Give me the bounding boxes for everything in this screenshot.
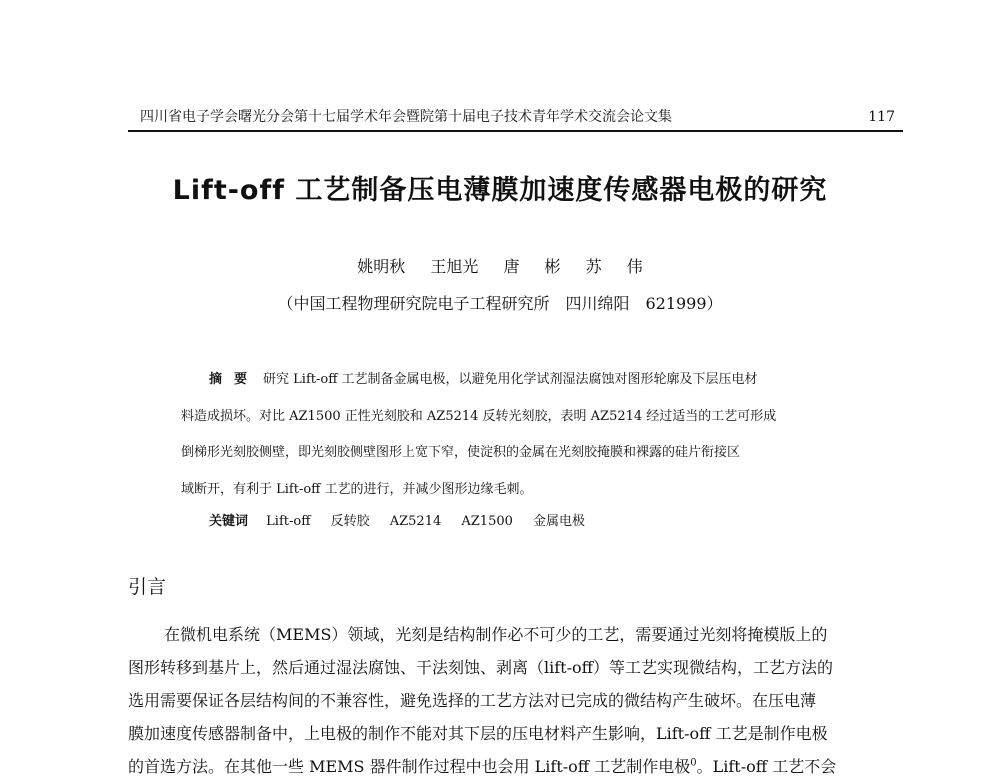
paragraph-line: 选用需要保证各层结构间的不兼容性，避免选择的工艺方法对已完成的微结构产生破坏。在压电薄: [128, 691, 817, 710]
paragraph-line: [128, 750, 908, 783]
keywords-label: 关键词: [209, 514, 249, 529]
author-affiliation: （中国工程物理研究院电子工程研究所 四川绵阳 621999）: [277, 294, 723, 313]
keyword: AZ1500: [461, 514, 513, 529]
section-heading: 引言: [128, 576, 167, 598]
author-name: 姚明秋: [357, 257, 406, 276]
journal-name: 四川省电子学会曙光分会第十七届学术年会暨院第十届电子技术青年学术交流会论文集: [140, 109, 672, 125]
abstract-line: 域断开，有利于 Lift-off 工艺的进行，并减少图形边缘毛刺。: [181, 481, 533, 497]
abstract-text: 研究 Lift-off 工艺制备金属电极，以避免用化学试剂湿法腐蚀对图形轮廓及下层压电材: [263, 372, 758, 387]
author-name: 伟: [626, 257, 643, 276]
citation-mark: 0: [690, 757, 697, 769]
abstract-label: 摘要: [209, 372, 260, 387]
line-text: 。Lift-off 工艺不会: [696, 757, 837, 776]
body-paragraph: [128, 618, 908, 783]
running-header: [128, 104, 903, 132]
abstract-line: 料造成损坏。对比 AZ1500 正性光刻胶和 AZ5214 反转光刻胶，表明 AZ5214 经过适当的工艺可形成: [181, 408, 777, 424]
author-name: 唐: [503, 257, 520, 276]
keyword: AZ5214: [389, 514, 442, 529]
author-name: 苏: [585, 257, 602, 276]
paragraph-line: 图形转移到基片上，然后通过湿法腐蚀、干法刻蚀、剥离（lift-off）等工艺实现微结构，工艺方法的: [128, 658, 833, 677]
abstract-line: 倒梯形光刻胶侧壁，即光刻胶侧壁图形上宽下窄，使淀积的金属在光刻胶掩膜和裸露的硅片衔接区: [181, 445, 741, 460]
page-number: 117: [868, 109, 895, 125]
author-name: 王旭光: [430, 257, 479, 276]
keyword: 金属电极: [533, 514, 586, 529]
keywords: [209, 510, 601, 529]
keyword: 反转胶: [330, 514, 370, 529]
keyword: Lift-off: [266, 514, 311, 529]
paragraph-line: 膜加速度传感器制备中，上电极的制作不能对其下层的压电材料产生影响，Lift-off 工艺是制作电极: [128, 724, 828, 743]
line-text: 的首选方法。在其他一些 MEMS 器件制作过程中也会用 Lift-off 工艺制作电极: [128, 757, 691, 776]
abstract-line: [181, 362, 861, 399]
paper-title: Lift-off 工艺制备压电薄膜加速度传感器电极的研究: [172, 175, 828, 206]
author-name: 彬: [544, 257, 561, 276]
paragraph-line: 在微机电系统（MEMS）领域，光刻是结构制作必不可少的工艺，需要通过光刻将掩模版上的: [164, 625, 828, 644]
abstract: [181, 362, 861, 508]
author-list: [0, 254, 1000, 277]
